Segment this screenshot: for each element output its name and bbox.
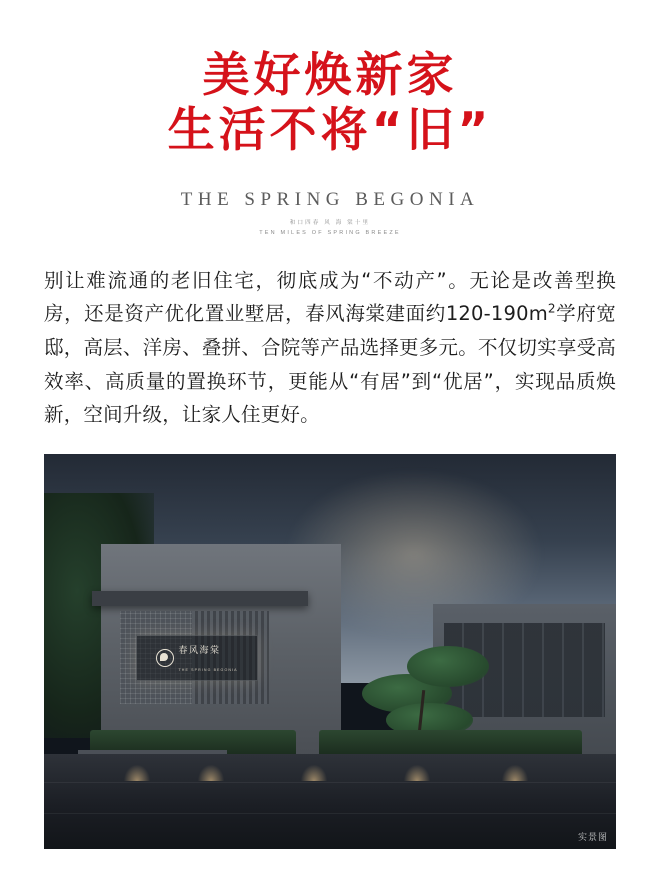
subtitle-chinese-small: 和口四春 风 海 棠十里	[289, 219, 371, 226]
headline-line-2: 生活不将“旧”	[167, 103, 493, 159]
photo-caption: 实景图	[577, 831, 608, 842]
headline-block	[0, 0, 660, 159]
photo-plaza-line-1	[44, 782, 616, 783]
body-text-part-2: 120-190m	[445, 302, 548, 326]
headline-line-1: 美好焕新家	[202, 48, 458, 103]
photo-building-canopy	[92, 591, 308, 606]
project-photo	[44, 454, 616, 849]
photo-sign-chinese: 春风海棠	[178, 644, 221, 655]
photo-pine-crown-2	[407, 646, 490, 688]
body-text-superscript: 2	[547, 301, 556, 316]
begonia-logo-icon	[156, 649, 174, 667]
body-paragraph	[44, 264, 616, 432]
body-text-small-1: 建面约	[385, 302, 446, 326]
photo-uplight-2	[198, 765, 224, 781]
photo-sign-english: THE SPRING BEGONIA	[178, 667, 238, 672]
photo-project-sign	[136, 635, 258, 680]
photo-uplight-5	[502, 765, 528, 781]
body-text-part-3: 学府宽邸，高层、洋房、叠拼、合院等产品选择更多元。不仅切实享受高效率、高质量的置换环节，更能从“有居”到“优居”，实现品质焕新，空间升级，让家人住更好。	[44, 302, 617, 427]
photo-plaza-line-2	[44, 813, 616, 814]
subtitle-lockup	[0, 189, 660, 236]
photo-sign-text	[179, 640, 238, 676]
photo-uplight-1	[124, 765, 150, 781]
photo-uplight-4	[404, 765, 430, 781]
subtitle-english: THE SPRING BEGONIA	[180, 188, 480, 210]
photo-uplight-3	[301, 765, 327, 781]
subtitle-english-small: TEN MILES OF SPRING BREEZE	[259, 229, 401, 236]
body-text-part-1: 别让难流通的老旧住宅，彻底成为“不动产”。无论是改善型换房，还是资产优化置业墅居，春风海棠	[44, 268, 616, 326]
